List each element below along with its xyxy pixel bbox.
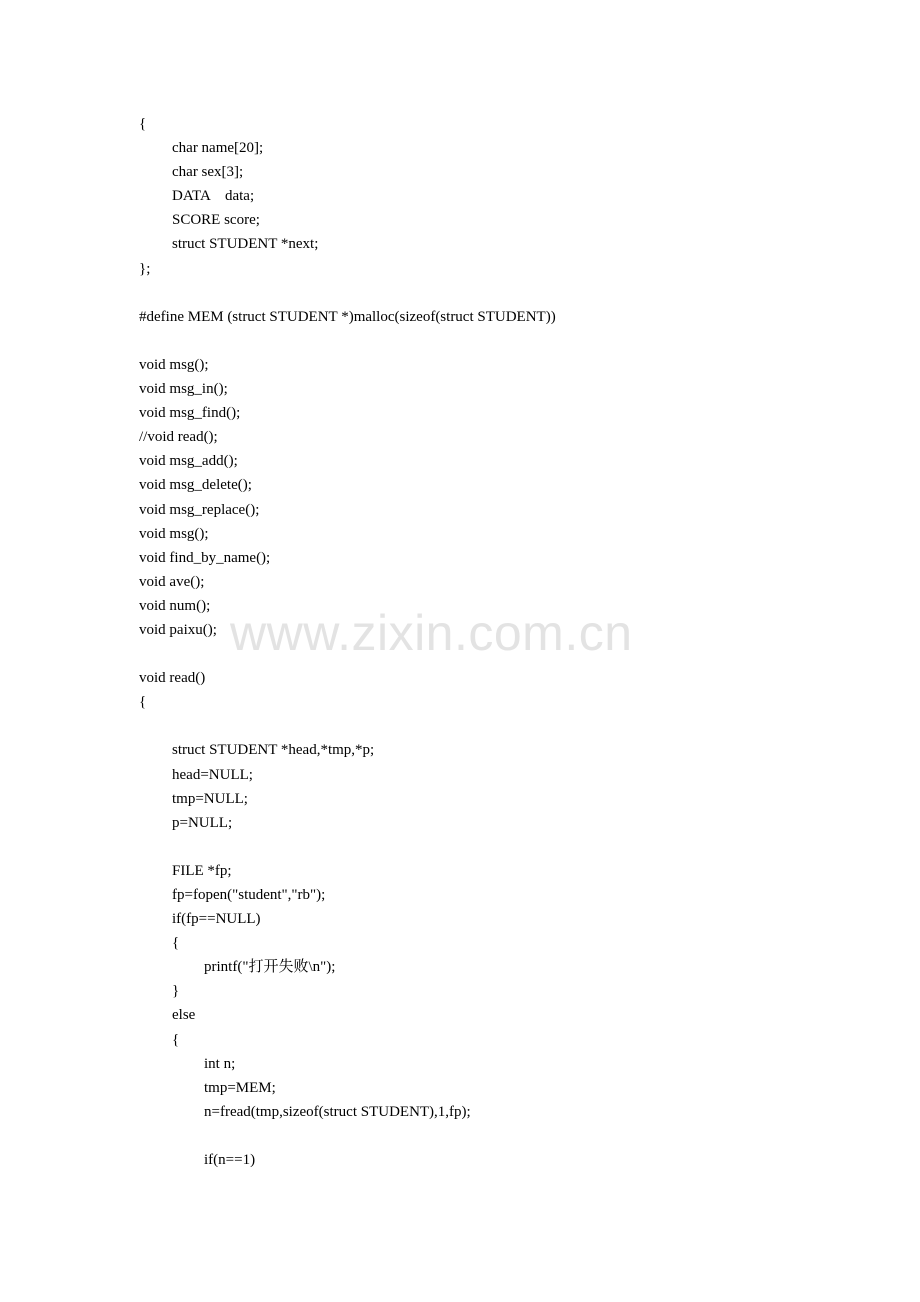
- code-line: struct STUDENT *head,*tmp,*p;: [172, 742, 375, 759]
- blank-line: [139, 281, 859, 305]
- code-line: if(fp==NULL): [172, 911, 261, 928]
- code-line: fp=fopen("student","rb");: [172, 887, 326, 903]
- code-line: void msg_find();: [139, 405, 241, 422]
- code-line: if(n==1): [204, 1152, 256, 1169]
- code-line: #define MEM (struct STUDENT *)malloc(sizeof(struct STUDENT)): [139, 308, 556, 325]
- code-line: SCORE score;: [172, 212, 260, 229]
- code-line: struct STUDENT *next;: [172, 236, 319, 253]
- code-line: void msg();: [139, 356, 209, 373]
- blank-line: [139, 835, 859, 859]
- code-line: tmp=MEM;: [204, 1079, 276, 1096]
- code-line: void find_by_name();: [139, 549, 271, 566]
- code-line: {: [172, 935, 180, 952]
- code-line: void paixu();: [139, 621, 217, 638]
- code-line: };: [139, 260, 151, 277]
- code-line: char sex[3];: [172, 164, 244, 181]
- code-line: void msg_delete();: [139, 477, 252, 494]
- code-line: p=NULL;: [172, 814, 233, 831]
- code-line: tmp=NULL;: [172, 790, 248, 807]
- blank-line: [139, 329, 859, 353]
- code-line: {: [172, 1031, 180, 1048]
- code-line: {: [139, 116, 147, 132]
- code-line: void msg_replace();: [139, 501, 260, 518]
- code-line: char name[20];: [172, 140, 264, 157]
- code-line: void ave();: [139, 573, 205, 590]
- code-line: {: [139, 694, 147, 711]
- code-line: void msg_in();: [139, 381, 228, 398]
- code-line: else: [172, 1007, 196, 1024]
- code-line: //void read();: [139, 429, 218, 446]
- code-line: int n;: [204, 1055, 236, 1072]
- code-line: void num();: [139, 597, 211, 614]
- code-line: printf("打开失败\n");: [204, 959, 336, 976]
- code-line: void msg_add();: [139, 453, 238, 470]
- code-line: }: [172, 983, 180, 1000]
- code-line: head=NULL;: [172, 766, 253, 783]
- code-line: n=fread(tmp,sizeof(struct STUDENT),1,fp);: [204, 1103, 471, 1120]
- watermark: www.zixin.com.cn: [230, 605, 633, 661]
- code-line: FILE *fp;: [172, 862, 232, 879]
- blank-line: [139, 1124, 859, 1148]
- blank-line: [139, 714, 859, 738]
- code-line: void msg();: [139, 525, 209, 542]
- code-line: void read(): [139, 670, 206, 687]
- code-line: DATA data;: [172, 188, 255, 205]
